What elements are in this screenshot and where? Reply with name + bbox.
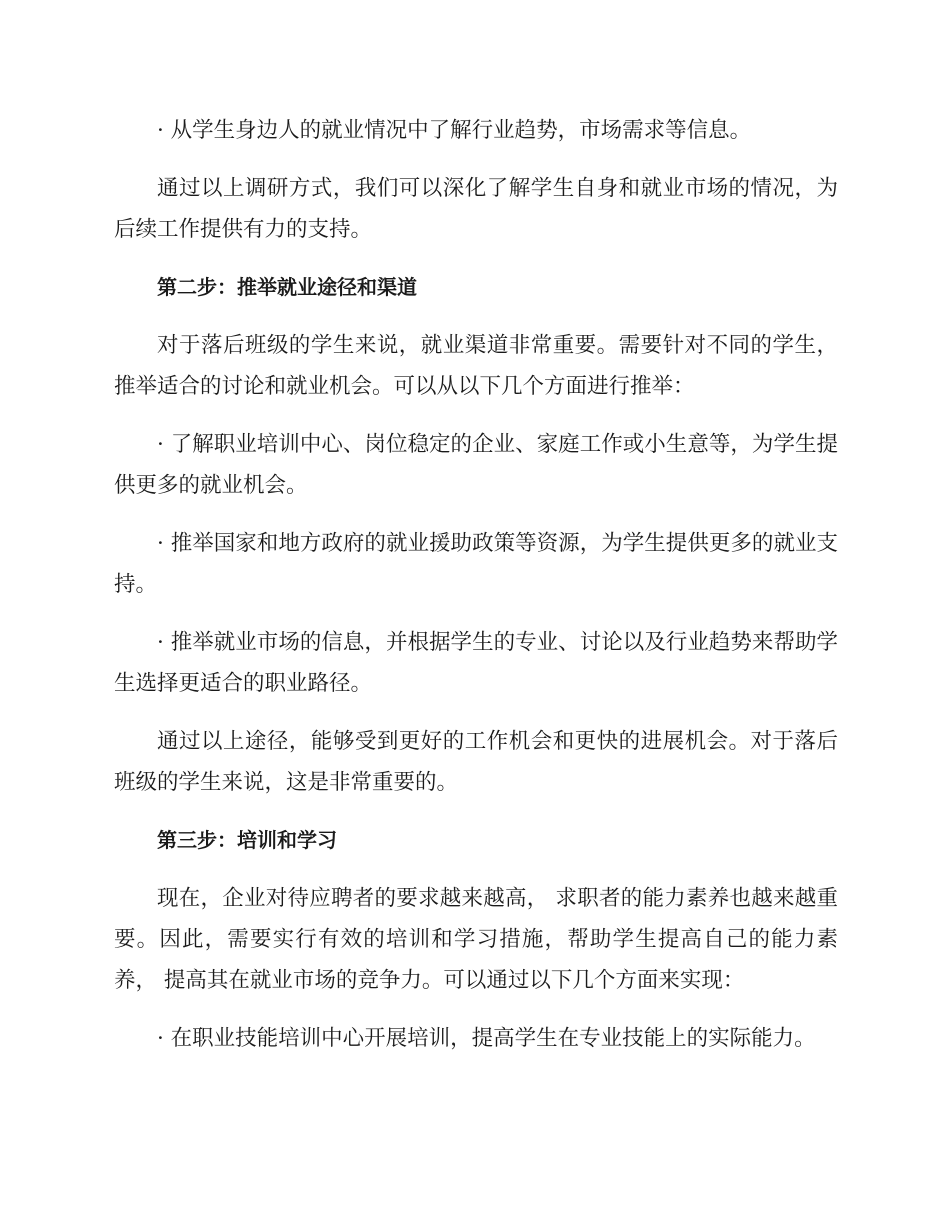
bullet-paragraph: · 了解职业培训中心、岗位稳定的企业、家庭工作或小生意等，为学生提供更多的就业机会。: [114, 432, 838, 498]
intro-paragraph: 对于落后班级的学生来说，就业渠道非常重要。需要针对不同的学生，推举适合的讨论和就业机会。可以从以下几个方面进行推举：: [114, 333, 838, 399]
intro-paragraph: 现在，企业对待应聘者的要求越来越高， 求职者的能力素养也越来越重要。因此，需要实行有效的培训和学习措施，帮助学生提高自己的能力素养， 提高其在就业市场的竞争力。可以通过以下几个方面来实现：: [114, 886, 838, 993]
section-heading-step-two: 第二步：推举就业途径和渠道: [157, 275, 417, 299]
bullet-paragraph: · 推举就业市场的信息，并根据学生的专业、讨论以及行业趋势来帮助学生选择更适合的职业路径。: [114, 630, 838, 696]
summary-paragraph: 通过以上途径，能够受到更好的工作机会和更快的进展机会。对于落后班级的学生来说，这是非常重要的。: [114, 729, 838, 795]
summary-paragraph: 通过以上调研方式，我们可以深化了解学生自身和就业市场的情况，为后续工作提供有力的支持。: [114, 176, 838, 242]
document-body: [114, 110, 838, 1076]
bullet-paragraph: · 从学生身边人的就业情况中了解行业趋势，市场需求等信息。: [157, 118, 752, 143]
bullet-paragraph: · 推举国家和地方政府的就业援助政策等资源，为学生提供更多的就业支持。: [114, 531, 838, 597]
section-heading-step-three: 第三步：培训和学习: [157, 828, 337, 852]
bullet-paragraph: · 在职业技能培训中心开展培训，提高学生在专业技能上的实际能力。: [157, 1026, 816, 1051]
